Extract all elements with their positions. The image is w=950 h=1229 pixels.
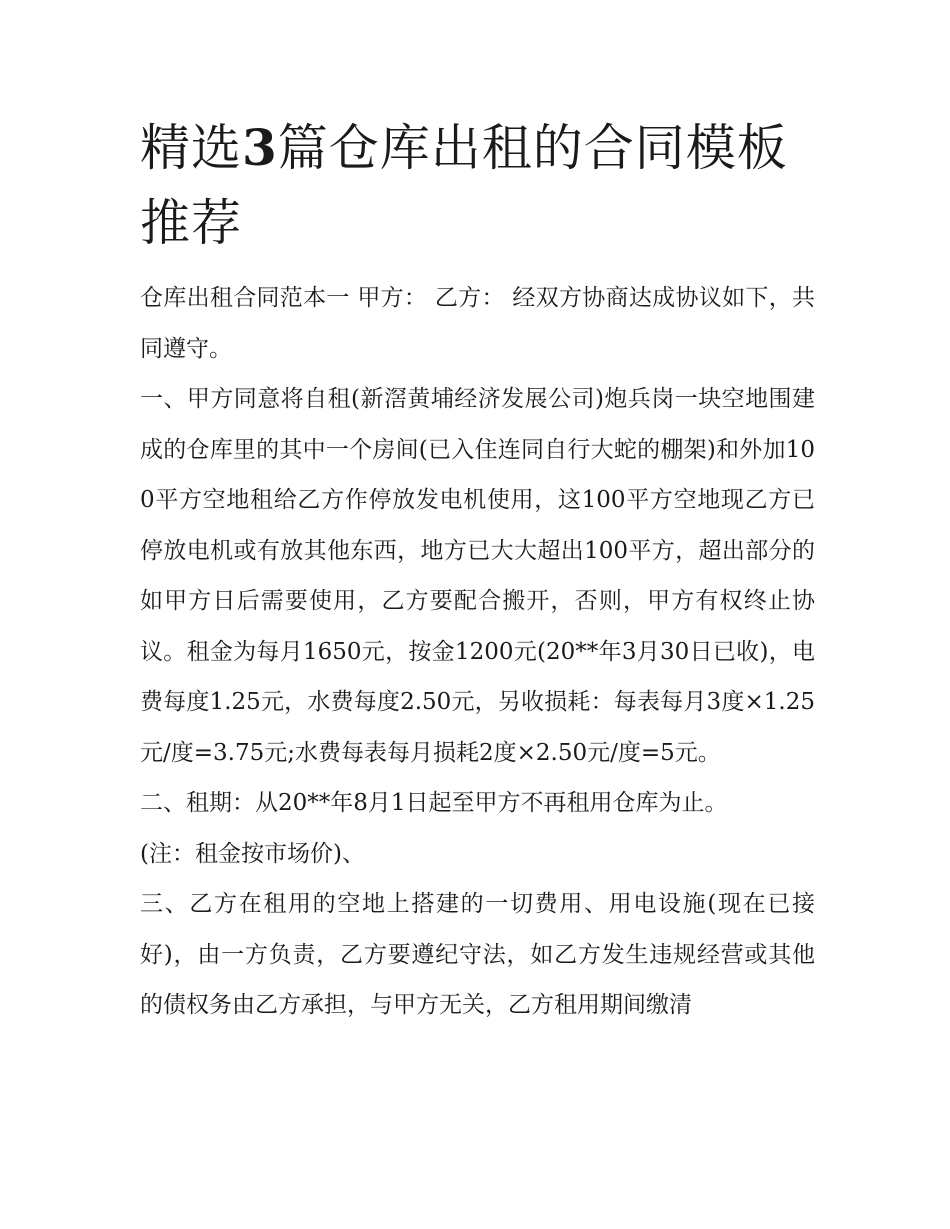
paragraph-note: (注：租金按市场价)、	[140, 840, 365, 867]
title-number: 3	[242, 118, 278, 177]
paragraph-clause-2: 二、租期：从20**年8月1日起至甲方不再租用仓库为止。	[140, 790, 728, 816]
paragraph-intro: 仓库出租合同范本一 甲方： 乙方： 经双方协商达成协议如下，共同遵守。	[140, 285, 815, 362]
paragraph-clause-3: 三、乙方在租用的空地上搭建的一切费用、用电设施(现在已接好)，由一方负责，乙方要遵纪守法，如乙方发生违规经营或其他的债权务由乙方承担，与甲方无关，乙方租用期间缴清	[140, 891, 815, 1018]
document-title	[140, 110, 815, 261]
document-page	[140, 110, 815, 1031]
title-text-part1: 精选	[140, 119, 242, 177]
title-text-part2: 篇仓库出租的合同模板推荐	[140, 119, 788, 252]
paragraph-clause-1: 一、甲方同意将自租(新滘黄埔经济发展公司)炮兵岗一块空地围建成的仓库里的其中一个房间(已入住连同自行大蛇的棚架)和外加100平方空地租给乙方作停放发电机使用，这100平方空地现乙方已停放电机或有放其他东西，地方已大大超出100平方，超出部分的如甲方日后需要使用，乙方要配合搬开，否则，甲方有权终止协议。租金为每月1650元，按金1200元(20**年3月30日已收)，电费每度1.25元，水费每度2.50元，另收损耗：每表每月3度×1.25元/度=3.75元;水费每表每月损耗2度×2.50元/度=5元。	[140, 386, 815, 766]
